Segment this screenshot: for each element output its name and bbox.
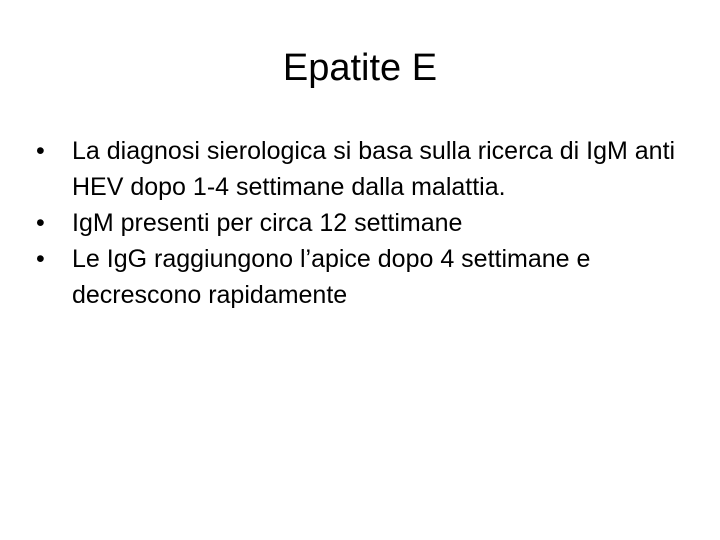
bullet-list xyxy=(36,133,686,313)
bullet-item-3 xyxy=(36,241,686,313)
slide-title: Epatite E xyxy=(282,47,438,89)
bullet-item-1 xyxy=(36,133,686,205)
bullet-icon: • xyxy=(36,209,45,237)
bullet-item-2 xyxy=(36,205,686,241)
bullet-icon: • xyxy=(36,245,45,273)
bullet-icon: • xyxy=(36,137,45,165)
bullet-text: IgM presenti per circa 12 settimane xyxy=(72,209,463,237)
bullet-text: La diagnosi sierologica si basa sulla ricerca di IgM anti HEV dopo 1-4 settimane dalla malattia. xyxy=(72,137,676,201)
bullet-text: Le IgG raggiungono l’apice dopo 4 settimane e decrescono rapidamente xyxy=(72,245,591,309)
